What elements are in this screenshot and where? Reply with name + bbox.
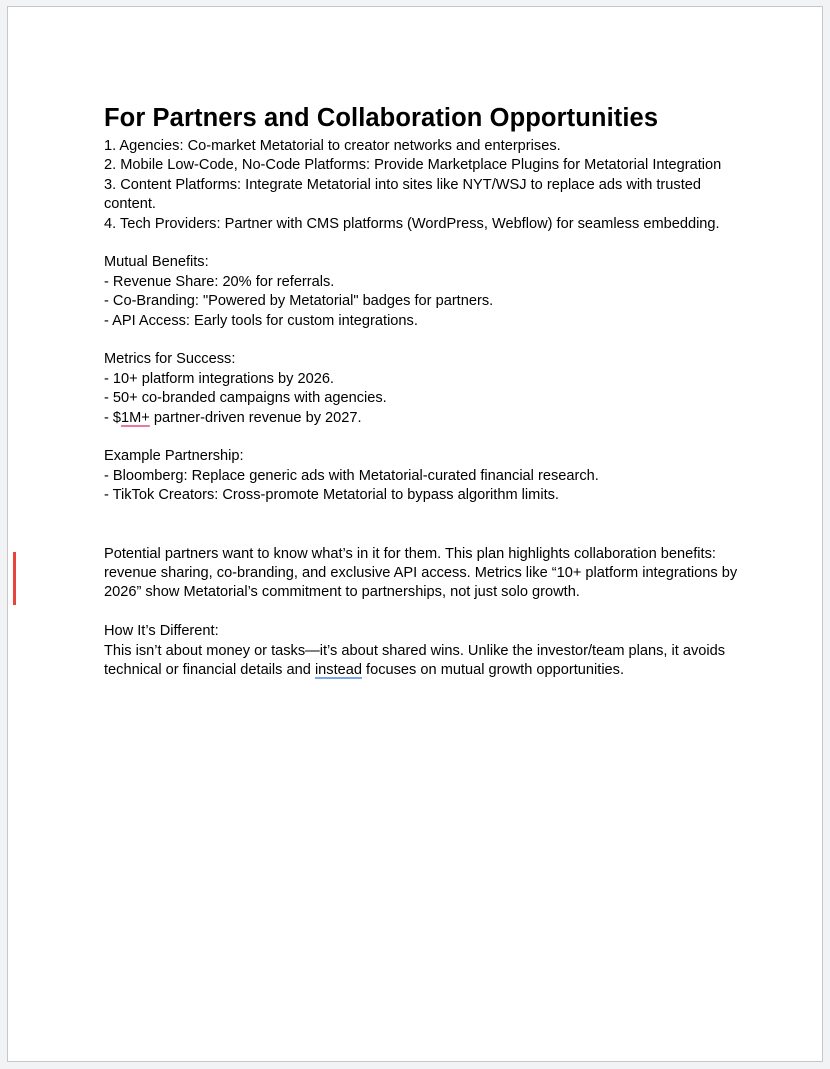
list-item-content-platforms: 3. Content Platforms: Integrate Metatorial into sites like NYT/WSJ to replace ads with trusted content. <box>104 176 706 213</box>
list-item-tech-providers: 4. Tech Providers: Partner with CMS platforms (WordPress, Webflow) for seamless embedding. <box>104 215 720 232</box>
empty-lines <box>104 506 744 545</box>
metric-integrations: - 10+ platform integrations by 2026. <box>104 370 334 387</box>
grammar-flagged-word[interactable]: instead <box>314 662 362 679</box>
list-item-agencies: 1. Agencies: Co-market Metatorial to creator networks and enterprises. <box>104 138 561 154</box>
empty-line <box>104 331 744 350</box>
different-heading: How It’s Different: <box>104 623 219 640</box>
empty-line <box>104 428 744 447</box>
metric-revenue-prefix: - $ <box>104 409 122 426</box>
different-text-after: focuses on mutual growth opportunities. <box>362 662 625 679</box>
different-text-before: This isn’t about money or tasks—it’s about shared wins. Unlike the investor/team plans, it avoids technical or financial details and <box>104 642 730 679</box>
benefits-heading: Mutual Benefits: <box>104 254 209 271</box>
example-bloomberg: - Bloomberg: Replace generic ads with Metatorial-curated financial research. <box>104 467 599 484</box>
benefit-co-branding: - Co-Branding: "Powered by Metatorial" badges for partners. <box>104 293 494 310</box>
metrics-heading: Metrics for Success: <box>104 351 236 368</box>
empty-line <box>104 603 744 622</box>
empty-line <box>104 234 744 253</box>
metric-revenue <box>104 409 744 428</box>
different-paragraph <box>104 642 744 681</box>
list-item-mobile-platforms: 2. Mobile Low-Code, No-Code Platforms: Provide Marketplace Plugins for Metatorial Integration <box>104 157 722 174</box>
metric-revenue-suffix: partner-driven revenue by 2027. <box>149 409 362 426</box>
document-page[interactable] <box>7 6 823 1062</box>
benefit-revenue-share: - Revenue Share: 20% for referrals. <box>104 273 335 290</box>
document-body[interactable] <box>104 103 744 681</box>
page-title: For Partners and Collaboration Opportunities <box>104 104 659 132</box>
summary-paragraph: Potential partners want to know what’s in it for them. This plan highlights collaboration benefits: revenue sharing, co-branding, and exclusive API access. Metrics like “10+ platform integrations by 2026” show Metatorial’s commitment to partnerships, not just solo growth. <box>104 545 742 601</box>
benefit-api-access: - API Access: Early tools for custom integrations. <box>104 312 418 329</box>
spelling-flagged-word[interactable]: 1M+ <box>121 409 150 426</box>
example-tiktok: - TikTok Creators: Cross-promote Metatorial to bypass algorithm limits. <box>104 487 559 504</box>
metric-campaigns: - 50+ co-branded campaigns with agencies. <box>104 390 387 407</box>
example-heading: Example Partnership: <box>104 448 244 465</box>
margin-change-marker <box>13 552 16 605</box>
